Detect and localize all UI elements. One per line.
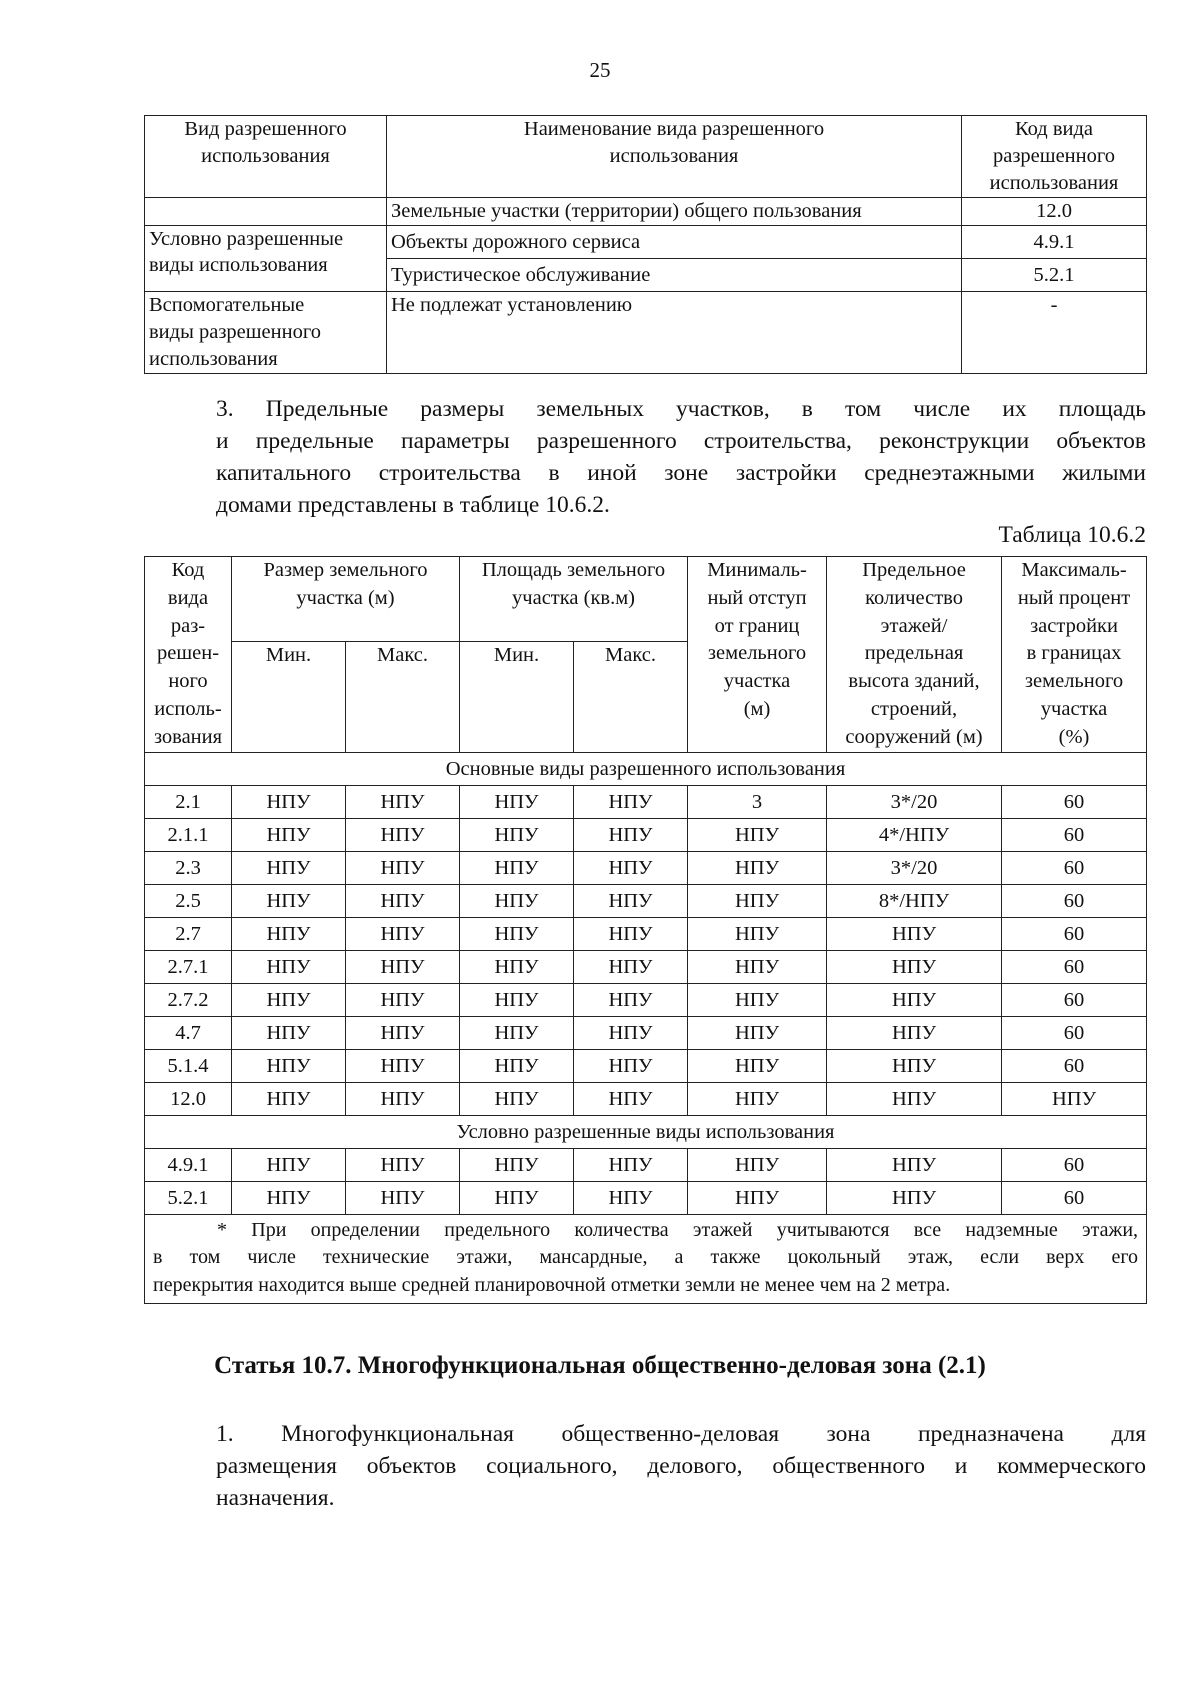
row-cell: НПУ	[232, 917, 346, 950]
page-number: 25	[589, 58, 611, 82]
table-row	[145, 983, 1147, 1016]
row-cell: 60	[1002, 917, 1147, 950]
row-code: 2.1	[145, 785, 232, 818]
row-cell: НПУ	[346, 950, 460, 983]
header-line: земельного	[1024, 670, 1124, 693]
section-row	[145, 1115, 1147, 1148]
row-code: 2.5	[145, 884, 232, 917]
header-line: Максималь-	[1021, 559, 1127, 581]
row-code: 2.7.1	[145, 950, 232, 983]
row-name: Не подлежат установлению	[387, 292, 962, 374]
row-cell: НПУ	[460, 1049, 574, 1082]
row-cell: НПУ	[574, 884, 688, 917]
row-cell: НПУ	[460, 917, 574, 950]
row-cell: НПУ	[460, 851, 574, 884]
row-cell: НПУ	[688, 1049, 827, 1082]
header-coverage	[1002, 557, 1147, 753]
row-cell: НПУ	[688, 917, 827, 950]
header-line: ный отступ	[707, 586, 807, 609]
row-cell: НПУ	[460, 1016, 574, 1049]
paragraph-line: домами представлены в таблице 10.6.2.	[216, 492, 610, 518]
header-line: от границ	[714, 614, 800, 637]
table-row	[145, 851, 1147, 884]
row-cell: НПУ	[460, 1082, 574, 1115]
row-cell: НПУ	[688, 950, 827, 983]
table-header-row	[145, 557, 1147, 642]
row-cell: НПУ	[574, 1181, 688, 1214]
row-cell: 60	[1002, 950, 1147, 983]
header-line: предельная	[864, 642, 964, 665]
paragraph-line: и предельные параметры разрешенного строительства, реконструкции объектов	[216, 428, 1146, 454]
header-line: количество	[865, 586, 963, 609]
table-row	[145, 818, 1147, 851]
table-row	[145, 1181, 1147, 1214]
row-cell: НПУ	[574, 1082, 688, 1115]
row-cell: НПУ	[688, 1148, 827, 1181]
row-cell: НПУ	[346, 1181, 460, 1214]
row-cell: НПУ	[688, 884, 827, 917]
table-row	[145, 292, 1147, 374]
header-use-type: Вид разрешенного использования	[145, 116, 387, 198]
header-line: вида	[167, 586, 209, 609]
row-cell: НПУ	[460, 818, 574, 851]
row-cell: НПУ	[460, 785, 574, 818]
header-line: зования	[153, 725, 223, 748]
row-cell: НПУ	[574, 983, 688, 1016]
row-cell: НПУ	[688, 818, 827, 851]
row-cell: НПУ	[460, 983, 574, 1016]
row-code: 4.7	[145, 1016, 232, 1049]
row-cell: НПУ	[688, 1181, 827, 1214]
row-cell: 8*/НПУ	[827, 884, 1002, 917]
header-line: в границах	[1026, 642, 1122, 665]
header-line: исполь-	[154, 697, 222, 720]
row-cell: НПУ	[688, 1082, 827, 1115]
row-cell: НПУ	[346, 983, 460, 1016]
permitted-use-table	[144, 115, 1147, 374]
header-line: Площадь земельного	[481, 559, 666, 581]
table-row	[145, 950, 1147, 983]
table-row	[145, 1148, 1147, 1181]
row-cell: НПУ	[574, 917, 688, 950]
row-cell: 3	[688, 785, 827, 818]
row-cell: НПУ	[574, 950, 688, 983]
row-cell: НПУ	[827, 950, 1002, 983]
footnote-line: перекрытия находится выше средней планировочной отметки земли не менее чем на 2 метра.	[153, 1273, 951, 1296]
row-cell: НПУ	[827, 917, 1002, 950]
row-cell: НПУ	[232, 785, 346, 818]
row-cell: НПУ	[346, 818, 460, 851]
row-cell: 60	[1002, 983, 1147, 1016]
header-line: участка	[723, 670, 791, 693]
main-rows	[145, 785, 1147, 1115]
header-line: решен-	[156, 642, 220, 665]
row-code: 2.7	[145, 917, 232, 950]
footnote-row	[145, 1214, 1147, 1304]
row-cell: НПУ	[346, 1082, 460, 1115]
table-caption: Таблица 10.6.2	[998, 522, 1146, 548]
row-cell: 60	[1002, 884, 1147, 917]
row-cell: НПУ	[827, 983, 1002, 1016]
row-cell: НПУ	[346, 1016, 460, 1049]
header-line: сооружений (м)	[845, 725, 983, 748]
header-floors	[827, 557, 1002, 753]
header-line: Код	[171, 559, 205, 581]
header-size-max: Макс.	[346, 642, 460, 753]
header-line: Минималь-	[707, 559, 807, 581]
header-setback	[688, 557, 827, 753]
row-cell: НПУ	[232, 1049, 346, 1082]
row-group	[145, 198, 387, 226]
table-footnote	[145, 1214, 1147, 1304]
header-line: высота зданий,	[848, 670, 980, 693]
paragraph-line: 3. Предельные размеры земельных участков, в том числе их площадь	[216, 396, 1146, 422]
row-cell: 60	[1002, 1049, 1147, 1082]
header-line: Предельное	[862, 559, 966, 581]
section-conditional-uses: Условно разрешенные виды использования	[145, 1115, 1147, 1148]
header-line: ного	[168, 670, 208, 693]
row-cell: НПУ	[232, 1082, 346, 1115]
header-line: земельного	[707, 642, 807, 665]
row-cell: НПУ	[574, 785, 688, 818]
header-line: застройки	[1030, 614, 1118, 637]
row-code: 5.2.1	[962, 259, 1147, 292]
row-cell: НПУ	[346, 884, 460, 917]
header-area-max: Макс.	[574, 642, 688, 753]
row-cell: НПУ	[574, 851, 688, 884]
row-cell: НПУ	[232, 851, 346, 884]
paragraph-line: назначения.	[216, 1485, 335, 1511]
row-cell: НПУ	[827, 1082, 1002, 1115]
table-row	[145, 1082, 1147, 1115]
row-cell: НПУ	[827, 1016, 1002, 1049]
row-cell: НПУ	[827, 1049, 1002, 1082]
row-cell: НПУ	[232, 950, 346, 983]
row-code: 4.9.1	[962, 226, 1147, 259]
header-plot-size	[232, 557, 460, 642]
row-code: 2.1.1	[145, 818, 232, 851]
header-line: Размер земельного	[263, 559, 428, 581]
row-code: 12.0	[145, 1082, 232, 1115]
row-cell: НПУ	[827, 1148, 1002, 1181]
row-cell: 4*/НПУ	[827, 818, 1002, 851]
row-code: 2.7.2	[145, 983, 232, 1016]
row-cell: 60	[1002, 1148, 1147, 1181]
row-cell: НПУ	[460, 1148, 574, 1181]
row-group: Условно разрешенные виды использования	[145, 226, 387, 292]
article-heading: Статья 10.7. Многофункциональная общественно-деловая зона (2.1)	[214, 1352, 986, 1379]
row-cell: НПУ	[827, 1181, 1002, 1214]
row-cell: НПУ	[232, 1016, 346, 1049]
section-main-uses: Основные виды разрешенного использования	[145, 752, 1147, 785]
footnote-line: * При определении предельного количества этажей учитываются все надземные этажи,	[217, 1218, 1139, 1241]
row-cell: 3*/20	[827, 785, 1002, 818]
row-cell: НПУ	[460, 1181, 574, 1214]
header-line: участка	[1040, 697, 1108, 720]
header-line: участка (м)	[296, 586, 395, 609]
header-code	[145, 557, 232, 753]
row-cell: НПУ	[574, 818, 688, 851]
row-cell: НПУ	[460, 950, 574, 983]
row-cell: НПУ	[346, 785, 460, 818]
paragraph-line: размещения объектов социального, делового, общественного и коммерческого	[216, 1453, 1146, 1479]
header-line: (м)	[743, 697, 771, 720]
row-code: 5.1.4	[145, 1049, 232, 1082]
row-cell: НПУ	[574, 1016, 688, 1049]
row-name: Туристическое обслуживание	[387, 259, 962, 292]
table-row	[145, 1016, 1147, 1049]
paragraph-line: 1. Многофункциональная общественно-деловая зона предназначена для	[216, 1421, 1146, 1447]
paragraph-1	[144, 1418, 1146, 1514]
row-cell: НПУ	[574, 1148, 688, 1181]
table-row	[145, 226, 1147, 259]
header-plot-area	[460, 557, 688, 642]
paragraph-3	[144, 393, 1146, 521]
header-line: участка (кв.м)	[512, 586, 636, 609]
section-row	[145, 752, 1147, 785]
row-code: -	[962, 292, 1147, 374]
table-row	[145, 917, 1147, 950]
row-cell: НПУ	[232, 1181, 346, 1214]
header-line: ный процент	[1017, 586, 1131, 609]
header-line: этажей/	[880, 614, 948, 637]
table-row	[145, 198, 1147, 226]
row-cell: НПУ	[232, 1148, 346, 1181]
row-cell: 60	[1002, 818, 1147, 851]
row-cell: НПУ	[1002, 1082, 1147, 1115]
row-cell: 60	[1002, 1016, 1147, 1049]
header-use-name: Наименование вида разрешенного использования	[387, 116, 962, 198]
paragraph-line: капитального строительства в иной зоне застройки среднеэтажными жилыми	[216, 460, 1146, 486]
row-name: Земельные участки (территории) общего пользования	[387, 198, 962, 226]
header-line: строений,	[870, 697, 958, 720]
table-row	[145, 785, 1147, 818]
row-code: 12.0	[962, 198, 1147, 226]
header-size-min: Мин.	[232, 642, 346, 753]
row-cell: НПУ	[688, 851, 827, 884]
header-use-code: Код вида разрешенного использования	[962, 116, 1147, 198]
table-row	[145, 884, 1147, 917]
row-cell: 3*/20	[827, 851, 1002, 884]
row-cell: 60	[1002, 1181, 1147, 1214]
header-line: (%)	[1058, 725, 1090, 748]
row-cell: НПУ	[346, 917, 460, 950]
row-cell: НПУ	[688, 983, 827, 1016]
table-header-row	[145, 116, 1147, 198]
row-code: 2.3	[145, 851, 232, 884]
conditional-rows	[145, 1148, 1147, 1214]
row-name: Объекты дорожного сервиса	[387, 226, 962, 259]
row-cell: НПУ	[346, 851, 460, 884]
table-row	[145, 1049, 1147, 1082]
row-code: 4.9.1	[145, 1148, 232, 1181]
row-cell: НПУ	[346, 1049, 460, 1082]
row-cell: НПУ	[232, 884, 346, 917]
row-cell: НПУ	[460, 884, 574, 917]
row-cell: НПУ	[232, 983, 346, 1016]
header-line: раз-	[170, 614, 206, 637]
parameters-table	[144, 556, 1147, 1304]
footnote-line: в том числе технические этажи, мансардные, а также цокольный этаж, если верх его	[153, 1246, 1139, 1269]
row-group: Вспомогательные виды разрешенного использования	[145, 292, 387, 374]
row-cell: НПУ	[574, 1049, 688, 1082]
row-cell: НПУ	[232, 818, 346, 851]
row-cell: НПУ	[346, 1148, 460, 1181]
row-code: 5.2.1	[145, 1181, 232, 1214]
row-cell: 60	[1002, 851, 1147, 884]
header-area-min: Мин.	[460, 642, 574, 753]
row-cell: НПУ	[688, 1016, 827, 1049]
row-cell: 60	[1002, 785, 1147, 818]
